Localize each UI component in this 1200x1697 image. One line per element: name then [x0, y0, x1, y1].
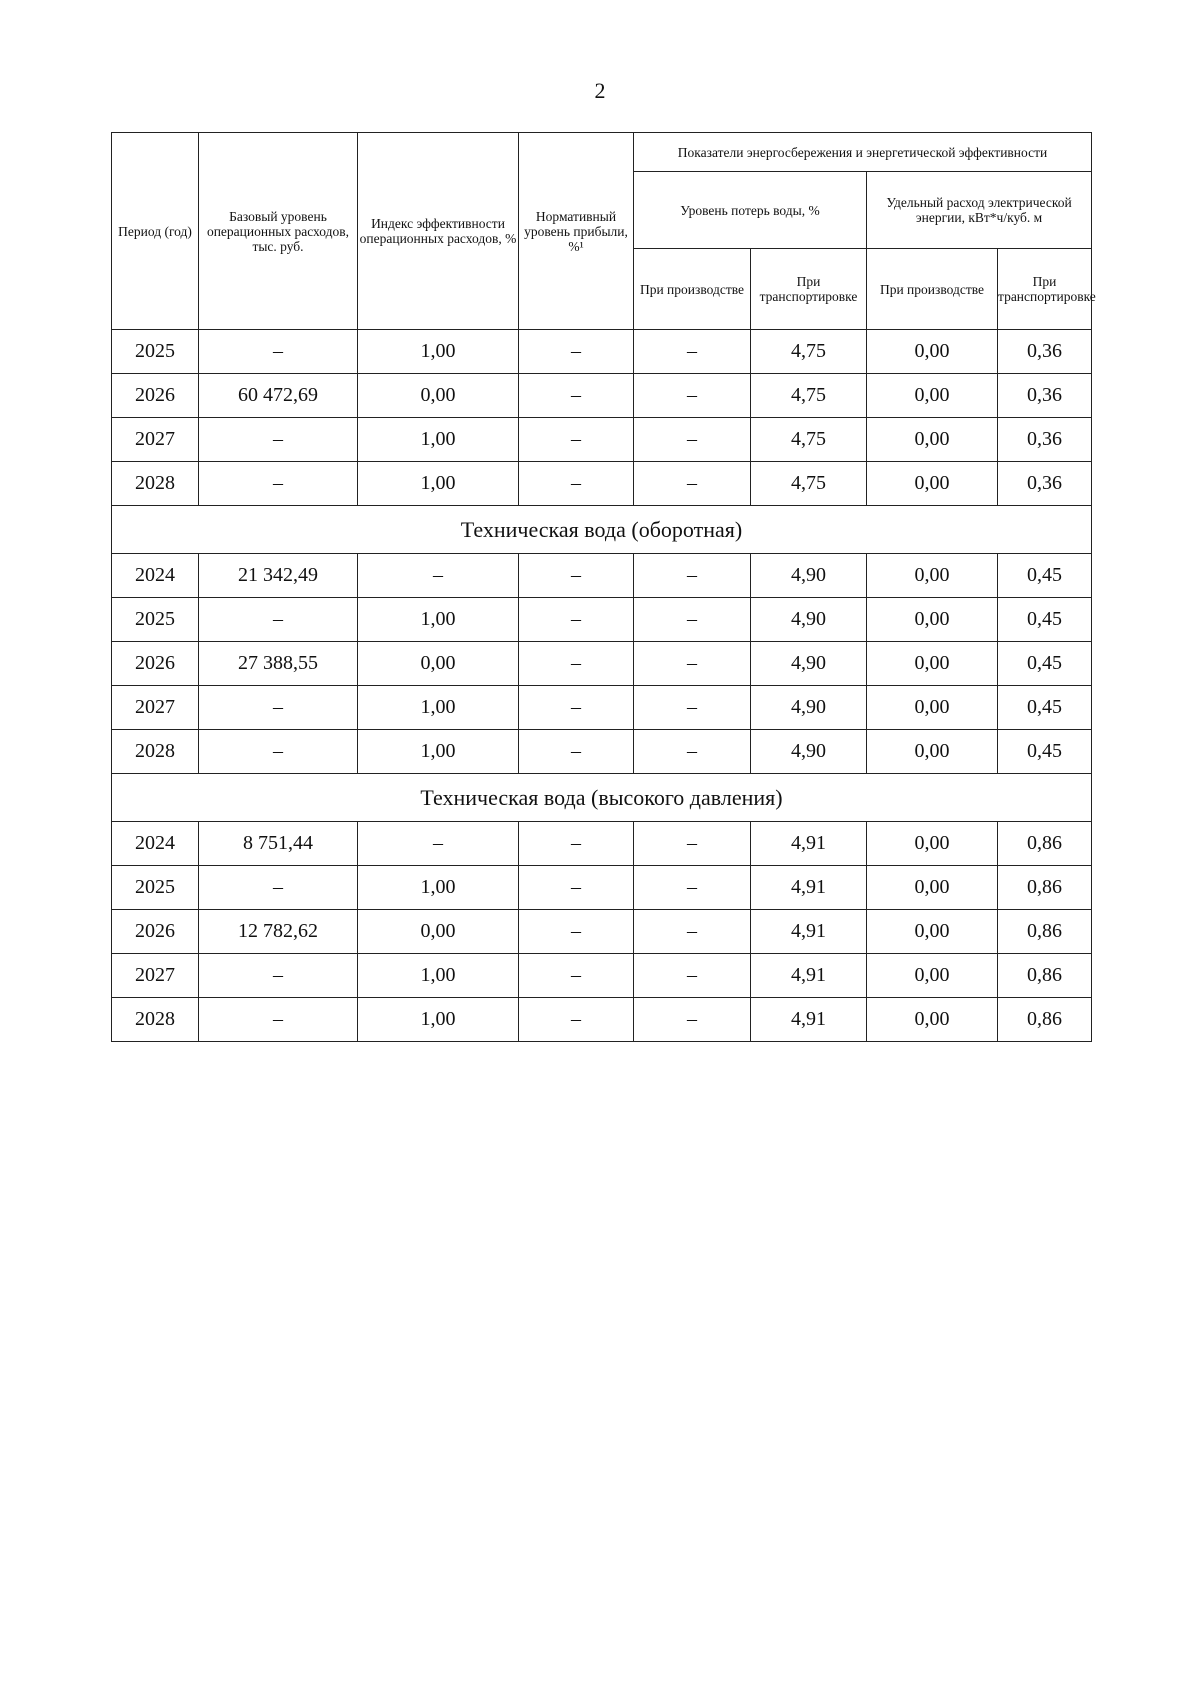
cell-normative-profit: – — [519, 822, 634, 866]
cell-electricity-production: 0,00 — [867, 418, 998, 462]
table-row — [112, 910, 1092, 954]
header-loss-transport: При транспортировке — [751, 249, 867, 330]
cell-electricity-transport: 0,45 — [998, 554, 1092, 598]
header-normative-profit: Нормативный уровень прибыли, %¹ — [519, 133, 634, 330]
table-row — [112, 686, 1092, 730]
cell-normative-profit: – — [519, 998, 634, 1042]
cell-electricity-transport: 0,36 — [998, 330, 1092, 374]
cell-normative-profit: – — [519, 686, 634, 730]
cell-electricity-production: 0,00 — [867, 998, 998, 1042]
table-row — [112, 998, 1092, 1042]
cell-efficiency-index: 1,00 — [358, 598, 519, 642]
cell-normative-profit: – — [519, 866, 634, 910]
cell-electricity-production: 0,00 — [867, 954, 998, 998]
table-row — [112, 730, 1092, 774]
cell-loss-production: – — [634, 686, 751, 730]
cell-electricity-transport: 0,36 — [998, 418, 1092, 462]
cell-electricity-production: 0,00 — [867, 598, 998, 642]
cell-base-level: 12 782,62 — [199, 910, 358, 954]
cell-electricity-production: 0,00 — [867, 686, 998, 730]
cell-electricity-production: 0,00 — [867, 730, 998, 774]
cell-loss-transport: 4,90 — [751, 554, 867, 598]
section-row — [112, 774, 1092, 822]
section-title-circulating-water: Техническая вода (оборотная) — [112, 506, 1092, 554]
table-row — [112, 462, 1092, 506]
cell-electricity-production: 0,00 — [867, 554, 998, 598]
cell-period: 2024 — [112, 554, 199, 598]
page-number: 2 — [594, 78, 606, 103]
cell-loss-transport: 4,91 — [751, 954, 867, 998]
header-energy-group: Показатели энергосбережения и энергетической эффективности — [634, 133, 1092, 172]
cell-period: 2027 — [112, 686, 199, 730]
header-base-level: Базовый уровень операционных расходов, тыс. руб. — [199, 133, 358, 330]
cell-loss-production: – — [634, 954, 751, 998]
cell-period: 2028 — [112, 462, 199, 506]
cell-efficiency-index: 1,00 — [358, 866, 519, 910]
cell-efficiency-index: – — [358, 554, 519, 598]
cell-normative-profit: – — [519, 418, 634, 462]
cell-period: 2026 — [112, 642, 199, 686]
cell-normative-profit: – — [519, 910, 634, 954]
cell-loss-production: – — [634, 554, 751, 598]
cell-loss-transport: 4,90 — [751, 730, 867, 774]
cell-period: 2026 — [112, 374, 199, 418]
cell-normative-profit: – — [519, 954, 634, 998]
cell-base-level: – — [199, 730, 358, 774]
cell-electricity-production: 0,00 — [867, 866, 998, 910]
cell-electricity-transport: 0,45 — [998, 730, 1092, 774]
cell-electricity-production: 0,00 — [867, 822, 998, 866]
cell-base-level: – — [199, 954, 358, 998]
cell-electricity-transport: 0,45 — [998, 598, 1092, 642]
cell-electricity-transport: 0,45 — [998, 686, 1092, 730]
cell-loss-transport: 4,91 — [751, 822, 867, 866]
section-title-high-pressure-water: Техническая вода (высокого давления) — [112, 774, 1092, 822]
table-row — [112, 374, 1092, 418]
cell-efficiency-index: 0,00 — [358, 642, 519, 686]
cell-electricity-transport: 0,36 — [998, 374, 1092, 418]
cell-loss-transport: 4,91 — [751, 866, 867, 910]
cell-loss-transport: 4,90 — [751, 598, 867, 642]
cell-loss-production: – — [634, 642, 751, 686]
cell-period: 2025 — [112, 330, 199, 374]
cell-normative-profit: – — [519, 642, 634, 686]
cell-loss-transport: 4,91 — [751, 910, 867, 954]
cell-loss-production: – — [634, 910, 751, 954]
cell-base-level: – — [199, 686, 358, 730]
cell-period: 2028 — [112, 730, 199, 774]
table-row — [112, 822, 1092, 866]
cell-base-level: – — [199, 330, 358, 374]
cell-normative-profit: – — [519, 374, 634, 418]
cell-normative-profit: – — [519, 462, 634, 506]
cell-loss-production: – — [634, 598, 751, 642]
cell-efficiency-index: 1,00 — [358, 998, 519, 1042]
cell-normative-profit: – — [519, 330, 634, 374]
cell-loss-production: – — [634, 730, 751, 774]
cell-base-level: 60 472,69 — [199, 374, 358, 418]
cell-period: 2028 — [112, 998, 199, 1042]
cell-electricity-transport: 0,86 — [998, 954, 1092, 998]
indicators-table — [111, 132, 1096, 1042]
cell-period: 2027 — [112, 418, 199, 462]
cell-loss-production: – — [634, 330, 751, 374]
header-electricity-transport: При транспортировке — [998, 249, 1092, 330]
table-row — [112, 642, 1092, 686]
cell-loss-production: – — [634, 418, 751, 462]
table-row — [112, 598, 1092, 642]
cell-efficiency-index: 1,00 — [358, 330, 519, 374]
cell-efficiency-index: 1,00 — [358, 418, 519, 462]
cell-efficiency-index: 1,00 — [358, 954, 519, 998]
cell-electricity-transport: 0,45 — [998, 642, 1092, 686]
cell-base-level: – — [199, 418, 358, 462]
cell-period: 2025 — [112, 598, 199, 642]
cell-base-level: – — [199, 998, 358, 1042]
table-row — [112, 554, 1092, 598]
header-electricity-use: Удельный расход электрической энергии, кВт*ч/куб. м — [867, 172, 1092, 249]
cell-electricity-transport: 0,86 — [998, 822, 1092, 866]
cell-efficiency-index: 0,00 — [358, 374, 519, 418]
cell-electricity-production: 0,00 — [867, 462, 998, 506]
cell-normative-profit: – — [519, 554, 634, 598]
cell-electricity-production: 0,00 — [867, 642, 998, 686]
cell-loss-production: – — [634, 374, 751, 418]
cell-base-level: 21 342,49 — [199, 554, 358, 598]
cell-normative-profit: – — [519, 598, 634, 642]
cell-loss-production: – — [634, 866, 751, 910]
header-period: Период (год) — [112, 133, 199, 330]
cell-period: 2026 — [112, 910, 199, 954]
cell-electricity-production: 0,00 — [867, 910, 998, 954]
cell-electricity-transport: 0,86 — [998, 910, 1092, 954]
cell-loss-production: – — [634, 998, 751, 1042]
cell-loss-transport: 4,75 — [751, 374, 867, 418]
table-body — [112, 330, 1092, 1042]
cell-loss-transport: 4,90 — [751, 686, 867, 730]
header-loss-production: При производстве — [634, 249, 751, 330]
cell-loss-transport: 4,75 — [751, 418, 867, 462]
cell-base-level: 8 751,44 — [199, 822, 358, 866]
cell-efficiency-index: 1,00 — [358, 730, 519, 774]
cell-loss-production: – — [634, 462, 751, 506]
cell-base-level: – — [199, 866, 358, 910]
cell-loss-transport: 4,91 — [751, 998, 867, 1042]
cell-electricity-production: 0,00 — [867, 374, 998, 418]
cell-loss-production: – — [634, 822, 751, 866]
cell-loss-transport: 4,75 — [751, 330, 867, 374]
cell-loss-transport: 4,90 — [751, 642, 867, 686]
cell-electricity-transport: 0,86 — [998, 998, 1092, 1042]
table-row — [112, 330, 1092, 374]
cell-efficiency-index: 0,00 — [358, 910, 519, 954]
cell-efficiency-index: – — [358, 822, 519, 866]
table-row — [112, 954, 1092, 998]
cell-electricity-transport: 0,86 — [998, 866, 1092, 910]
cell-electricity-transport: 0,36 — [998, 462, 1092, 506]
cell-loss-transport: 4,75 — [751, 462, 867, 506]
header-water-loss: Уровень потерь воды, % — [634, 172, 867, 249]
cell-normative-profit: – — [519, 730, 634, 774]
cell-period: 2027 — [112, 954, 199, 998]
cell-electricity-production: 0,00 — [867, 330, 998, 374]
cell-efficiency-index: 1,00 — [358, 686, 519, 730]
cell-period: 2025 — [112, 866, 199, 910]
table-row — [112, 866, 1092, 910]
section-row — [112, 506, 1092, 554]
cell-base-level: – — [199, 598, 358, 642]
table-row — [112, 418, 1092, 462]
cell-efficiency-index: 1,00 — [358, 462, 519, 506]
header-electricity-production: При производстве — [867, 249, 998, 330]
header-efficiency-index: Индекс эффективности операционных расходов, % — [358, 133, 519, 330]
cell-base-level: – — [199, 462, 358, 506]
cell-period: 2024 — [112, 822, 199, 866]
cell-base-level: 27 388,55 — [199, 642, 358, 686]
